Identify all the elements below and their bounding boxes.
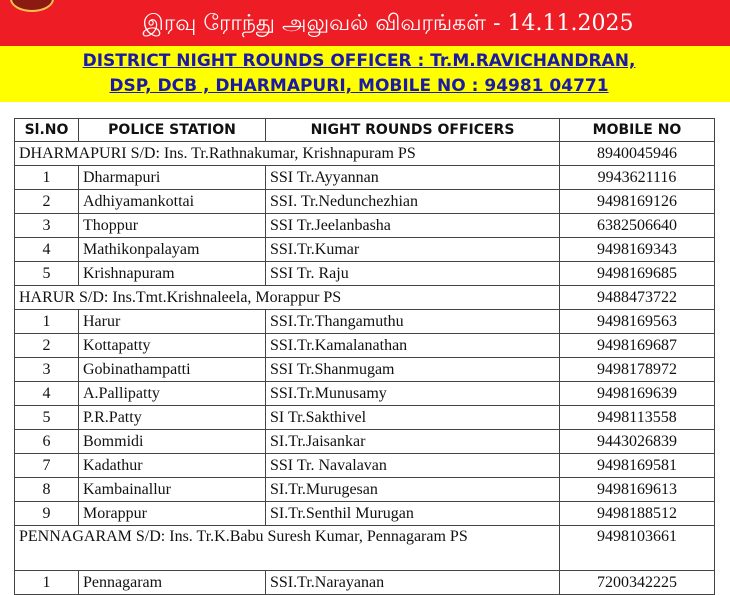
- cell-sl: 8: [15, 478, 79, 502]
- cell-officer: SSI Tr. Raju: [266, 262, 560, 286]
- cell-mobile: 9498169685: [560, 262, 715, 286]
- cell-station: Pennagaram: [79, 571, 266, 595]
- cell-sl: 2: [15, 190, 79, 214]
- group-mobile: 8940045946: [560, 142, 715, 166]
- cell-officer: SSI.Tr.Thangamuthu: [266, 310, 560, 334]
- table-row: [15, 166, 715, 190]
- group-title: HARUR S/D: Ins.Tmt.Krishnaleela, Morappur PS: [15, 286, 560, 310]
- table-row: [15, 454, 715, 478]
- cell-station: Krishnapuram: [79, 262, 266, 286]
- cell-station: Kambainallur: [79, 478, 266, 502]
- group-row-pennagaram: [15, 526, 715, 571]
- cell-station: Dharmapuri: [79, 166, 266, 190]
- col-header-mobile: MOBILE NO: [560, 119, 715, 142]
- table-row: [15, 334, 715, 358]
- cell-officer: SSI Tr.Ayyannan: [266, 166, 560, 190]
- cell-mobile: 9498188512: [560, 502, 715, 526]
- table-row: [15, 478, 715, 502]
- col-header-slno: Sl.NO: [15, 119, 79, 142]
- cell-mobile: 9498169687: [560, 334, 715, 358]
- district-officer-line-1: DISTRICT NIGHT ROUNDS OFFICER : Tr.M.RAVICHANDRAN,: [82, 51, 636, 71]
- cell-station: Kadathur: [79, 454, 266, 478]
- cell-mobile: 9498169126: [560, 190, 715, 214]
- police-emblem-icon: [10, 0, 54, 12]
- cell-station: P.R.Patty: [79, 406, 266, 430]
- cell-sl: 7: [15, 454, 79, 478]
- cell-sl: 5: [15, 262, 79, 286]
- cell-station: Harur: [79, 310, 266, 334]
- cell-station: Bommidi: [79, 430, 266, 454]
- group-mobile: 9498103661: [560, 526, 715, 571]
- table-row: [15, 382, 715, 406]
- cell-mobile: 9498169563: [560, 310, 715, 334]
- cell-officer: SI.Tr.Murugesan: [266, 478, 560, 502]
- district-officer-banner: [0, 46, 730, 102]
- col-header-station: POLICE STATION: [79, 119, 266, 142]
- table-row: [15, 262, 715, 286]
- cell-station: Thoppur: [79, 214, 266, 238]
- tamil-title: இரவு ரோந்து அலுவல் விவரங்கள் - 14.11.2025: [142, 11, 634, 36]
- cell-station: Morappur: [79, 502, 266, 526]
- cell-officer: SI.Tr.Jaisankar: [266, 430, 560, 454]
- group-title: PENNAGARAM S/D: Ins. Tr.K.Babu Suresh Kumar, Pennagaram PS: [15, 526, 560, 571]
- cell-officer: SSI Tr.Shanmugam: [266, 358, 560, 382]
- cell-sl: 3: [15, 358, 79, 382]
- cell-mobile: 6382506640: [560, 214, 715, 238]
- cell-sl: 6: [15, 430, 79, 454]
- cell-sl: 1: [15, 571, 79, 595]
- cell-station: Mathikonpalayam: [79, 238, 266, 262]
- cell-mobile: 9498113558: [560, 406, 715, 430]
- cell-sl: 5: [15, 406, 79, 430]
- table-row: [15, 406, 715, 430]
- cell-mobile: 9498169639: [560, 382, 715, 406]
- col-header-officer: NIGHT ROUNDS OFFICERS: [266, 119, 560, 142]
- cell-station: Adhiyamankottai: [79, 190, 266, 214]
- cell-officer: SSI Tr. Navalavan: [266, 454, 560, 478]
- cell-officer: SI.Tr.Senthil Murugan: [266, 502, 560, 526]
- cell-sl: 2: [15, 334, 79, 358]
- group-title: DHARMAPURI S/D: Ins. Tr.Rathnakumar, Krishnapuram PS: [15, 142, 560, 166]
- cell-officer: SSI.Tr.Munusamy: [266, 382, 560, 406]
- cell-officer: SI Tr.Sakthivel: [266, 406, 560, 430]
- cell-officer: SSI. Tr.Nedunchezhian: [266, 190, 560, 214]
- cell-station: Kottapatty: [79, 334, 266, 358]
- cell-mobile: 9443026839: [560, 430, 715, 454]
- table-row: [15, 238, 715, 262]
- night-rounds-table: [14, 118, 715, 595]
- cell-mobile: 9498169343: [560, 238, 715, 262]
- table-row: [15, 190, 715, 214]
- table-row: [15, 430, 715, 454]
- table-header-row: [15, 119, 715, 142]
- cell-officer: SSI.Tr.Kamalanathan: [266, 334, 560, 358]
- cell-sl: 4: [15, 382, 79, 406]
- cell-officer: SSI Tr.Jeelanbasha: [266, 214, 560, 238]
- cell-mobile: 9498169613: [560, 478, 715, 502]
- table-row: [15, 502, 715, 526]
- cell-mobile: 9943621116: [560, 166, 715, 190]
- cell-mobile: 7200342225: [560, 571, 715, 595]
- group-row-dharmapuri: [15, 142, 715, 166]
- cell-mobile: 9498169581: [560, 454, 715, 478]
- table-row: [15, 310, 715, 334]
- district-officer-line-2: DSP, DCB , DHARMAPURI, MOBILE NO : 94981 04771: [109, 76, 609, 96]
- cell-sl: 9: [15, 502, 79, 526]
- title-banner: [0, 0, 730, 46]
- cell-officer: SSI.Tr.Kumar: [266, 238, 560, 262]
- table-row: [15, 358, 715, 382]
- cell-station: Gobinathampatti: [79, 358, 266, 382]
- table-row: [15, 214, 715, 238]
- cell-sl: 1: [15, 166, 79, 190]
- cell-officer: SSI.Tr.Narayanan: [266, 571, 560, 595]
- cell-sl: 3: [15, 214, 79, 238]
- group-row-harur: [15, 286, 715, 310]
- cell-sl: 1: [15, 310, 79, 334]
- cell-mobile: 9498178972: [560, 358, 715, 382]
- group-mobile: 9488473722: [560, 286, 715, 310]
- cell-sl: 4: [15, 238, 79, 262]
- cell-station: A.Pallipatty: [79, 382, 266, 406]
